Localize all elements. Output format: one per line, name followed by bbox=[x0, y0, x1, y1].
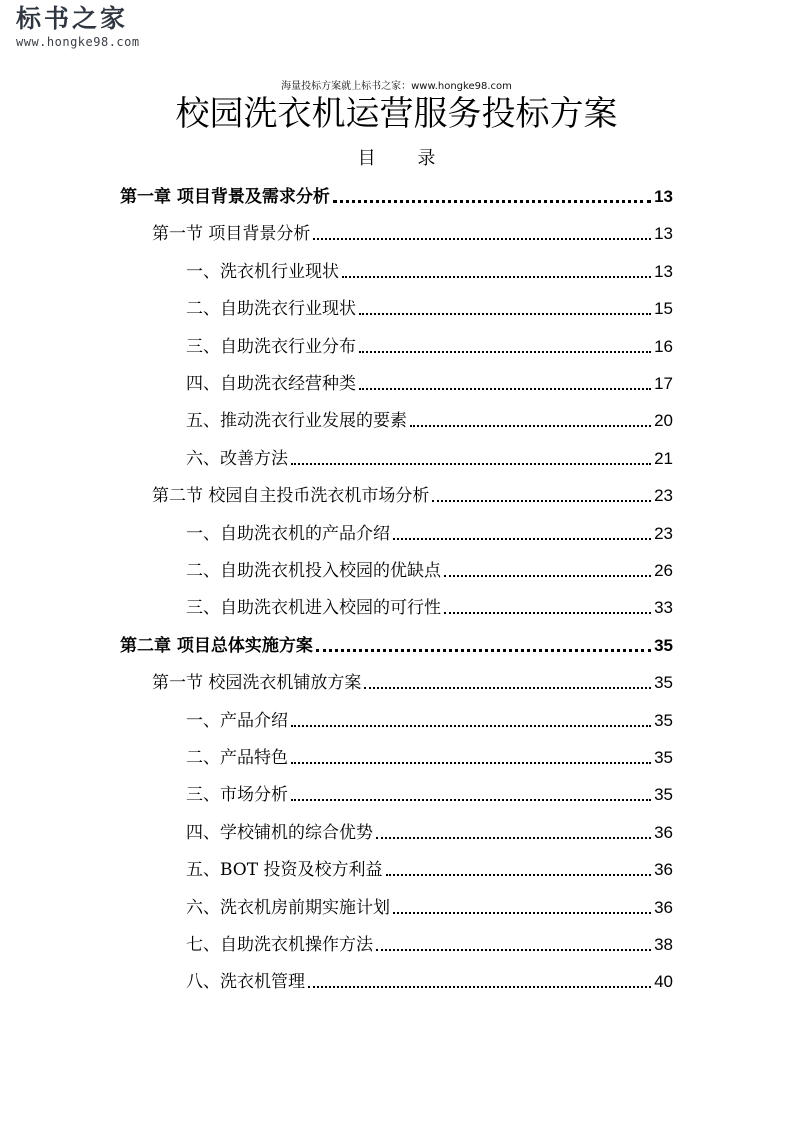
dot-leader bbox=[376, 837, 651, 839]
toc-entry-title: 五、推动洗衣行业发展的要素 bbox=[186, 411, 407, 432]
toc-entry[interactable] bbox=[152, 221, 673, 247]
logo-title: 标书之家 bbox=[16, 4, 129, 33]
toc-page-number: 33 bbox=[654, 598, 673, 618]
toc-entry-title: 五、BOT 投资及校方利益 bbox=[186, 860, 383, 881]
toc-entry[interactable] bbox=[120, 184, 673, 210]
toc-entry-title: 二、自助洗衣行业现状 bbox=[186, 299, 356, 320]
toc-entry-title: 第二节 校园自主投币洗衣机市场分析 bbox=[152, 486, 430, 507]
toc-entry[interactable] bbox=[152, 670, 673, 696]
toc-page-number: 36 bbox=[654, 822, 673, 842]
dot-leader bbox=[291, 463, 651, 465]
dot-leader bbox=[393, 538, 651, 540]
dot-leader bbox=[359, 388, 651, 390]
toc-entry-title: 三、自助洗衣行业分布 bbox=[186, 336, 356, 357]
toc-entry[interactable] bbox=[186, 446, 673, 472]
toc-entry-title: 一、产品介绍 bbox=[186, 710, 288, 731]
toc-entry-title: 第一节 项目背景分析 bbox=[152, 224, 311, 245]
dot-leader bbox=[313, 238, 651, 240]
dot-leader bbox=[316, 649, 651, 652]
toc-entry-title: 六、改善方法 bbox=[186, 448, 288, 469]
toc-page-number: 17 bbox=[654, 374, 673, 393]
dot-leader bbox=[376, 949, 651, 951]
toc-entry-title: 六、洗衣机房前期实施计划 bbox=[186, 897, 390, 918]
dot-leader bbox=[308, 986, 651, 988]
dot-leader bbox=[359, 351, 651, 353]
toc-entry[interactable] bbox=[186, 408, 673, 434]
toc-entry-title: 七、自助洗衣机操作方法 bbox=[186, 935, 373, 955]
toc-page-number: 23 bbox=[654, 523, 673, 543]
toc-page-number: 16 bbox=[654, 336, 673, 356]
toc-page-number: 23 bbox=[654, 486, 673, 506]
dot-leader bbox=[386, 874, 652, 876]
toc-page-number: 26 bbox=[654, 561, 673, 580]
toc-page-number: 13 bbox=[654, 261, 673, 281]
toc-page-number: 15 bbox=[654, 299, 673, 319]
toc-page-number: 38 bbox=[654, 935, 673, 954]
toc-entry-title: 一、自助洗衣机的产品介绍 bbox=[186, 523, 390, 544]
toc-entry-title: 二、产品特色 bbox=[186, 748, 288, 768]
toc-entry[interactable] bbox=[186, 296, 673, 322]
toc-page-number: 35 bbox=[654, 785, 673, 805]
toc-entry[interactable] bbox=[186, 782, 673, 808]
toc-page-number: 40 bbox=[654, 972, 673, 992]
toc-page-number: 36 bbox=[654, 860, 673, 880]
toc-entry-title: 第一章 项目背景及需求分析 bbox=[120, 187, 330, 207]
toc-entry[interactable] bbox=[186, 558, 673, 584]
toc-heading: 目 录 bbox=[357, 148, 454, 169]
dot-leader bbox=[444, 612, 651, 614]
toc-entry-title: 一、洗衣机行业现状 bbox=[186, 261, 339, 282]
toc-entry[interactable] bbox=[152, 483, 673, 509]
toc-entry[interactable] bbox=[186, 334, 673, 360]
toc-page-number: 13 bbox=[654, 224, 673, 244]
toc-page-number: 35 bbox=[654, 710, 673, 730]
toc-entry[interactable] bbox=[186, 708, 673, 734]
toc-page-number: 21 bbox=[654, 448, 673, 468]
toc-entry-title: 四、学校铺机的综合优势 bbox=[186, 822, 373, 843]
dot-leader bbox=[432, 500, 651, 502]
toc-entry[interactable] bbox=[186, 745, 673, 771]
toc-entry[interactable] bbox=[186, 820, 673, 846]
header-note: 海量投标方案就上标书之家：www.hongke98.com bbox=[281, 81, 512, 92]
dot-leader bbox=[291, 725, 651, 727]
toc-entry[interactable] bbox=[186, 895, 673, 921]
toc-page-number: 13 bbox=[654, 187, 673, 206]
dot-leader bbox=[444, 575, 651, 577]
toc-entry-title: 二、自助洗衣机投入校园的优缺点 bbox=[186, 561, 441, 581]
toc-entry-title: 第一节 校园洗衣机铺放方案 bbox=[152, 673, 362, 694]
toc-page-number: 20 bbox=[654, 411, 673, 431]
toc-entry-title: 三、自助洗衣机进入校园的可行性 bbox=[186, 598, 441, 619]
toc-entry[interactable] bbox=[186, 969, 673, 995]
toc-entry-title: 八、洗衣机管理 bbox=[186, 972, 305, 993]
toc-entry-title: 四、自助洗衣经营种类 bbox=[186, 374, 356, 394]
toc-entry[interactable] bbox=[186, 371, 673, 397]
dot-leader bbox=[291, 799, 651, 801]
toc-entry[interactable] bbox=[186, 857, 673, 883]
dot-leader bbox=[342, 276, 651, 278]
toc-page-number: 35 bbox=[654, 748, 673, 767]
toc-entry-title: 第二章 项目总体实施方案 bbox=[120, 635, 313, 656]
dot-leader bbox=[364, 687, 651, 689]
toc-page-number: 35 bbox=[654, 673, 673, 693]
dot-leader bbox=[410, 425, 651, 427]
logo-url: www.hongke98.com bbox=[16, 35, 140, 49]
toc-entry[interactable] bbox=[186, 259, 673, 285]
dot-leader bbox=[333, 200, 651, 203]
toc-page-number: 36 bbox=[654, 897, 673, 917]
dot-leader bbox=[393, 912, 651, 914]
toc-entry[interactable] bbox=[120, 633, 673, 659]
dot-leader bbox=[359, 313, 651, 315]
document-title: 校园洗衣机运营服务投标方案 bbox=[175, 94, 618, 134]
dot-leader bbox=[291, 762, 651, 764]
toc-entry-title: 三、市场分析 bbox=[186, 785, 288, 806]
toc-entry[interactable] bbox=[186, 521, 673, 547]
toc-entry[interactable] bbox=[186, 932, 673, 958]
toc-entry[interactable] bbox=[186, 595, 673, 621]
toc-page-number: 35 bbox=[654, 635, 673, 655]
